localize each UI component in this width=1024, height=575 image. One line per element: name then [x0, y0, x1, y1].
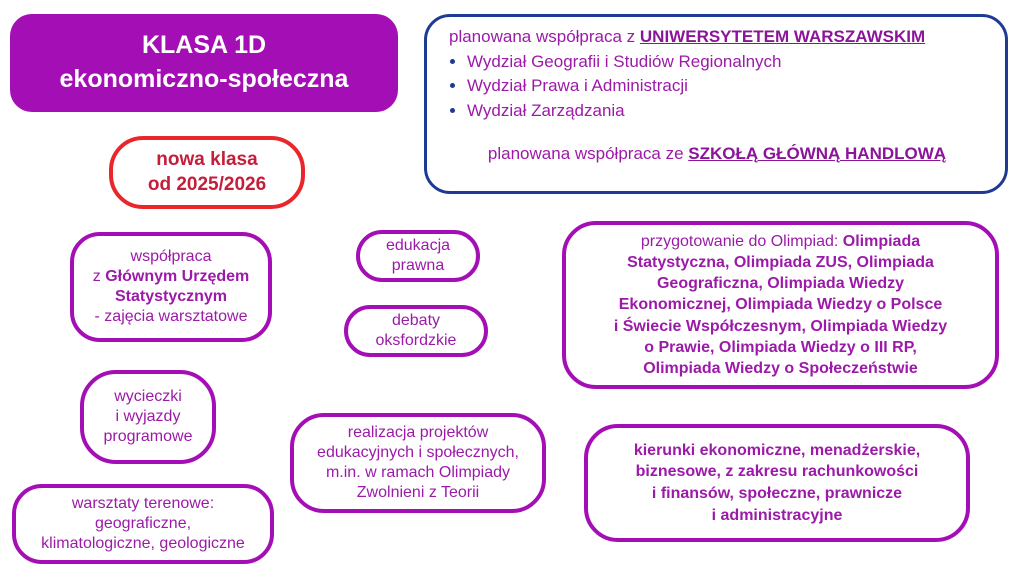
class-subtitle: ekonomiczno-społeczna	[59, 65, 349, 93]
warsz-line2: geograficzne,	[94, 515, 192, 532]
faculty-list	[449, 50, 985, 124]
warsz-line1: warsztaty terenowe:	[71, 495, 215, 512]
wyc-line2: i wyjazdy	[115, 408, 181, 425]
olimp-l7: Olimpiada Wiedzy o Społeczeństwie	[643, 359, 918, 377]
gus-line4: - zajęcia warsztatowe	[94, 308, 248, 325]
deb-line2: oksfordzkie	[375, 332, 457, 349]
new-class-line2: od 2025/2026	[147, 173, 267, 195]
uw-name: UNIWERSYTETEM WARSZAWSKIM	[639, 27, 926, 46]
gus-line2-pre: z	[92, 268, 106, 285]
olimp-l6: o Prawie, Olimpiada Wiedzy o III RP,	[644, 338, 917, 356]
projects-box	[290, 413, 546, 513]
sgh-name: SZKOŁĄ GŁÓWNĄ HANDLOWĄ	[688, 143, 947, 163]
faculty-item: • Wydział Prawa i Administracji	[467, 74, 985, 99]
olimp-l1: Olimpiada	[842, 233, 921, 251]
edu-line2: prawna	[391, 257, 445, 274]
kier-line3: i finansów, społeczne, prawnicze	[651, 485, 903, 502]
proj-line3: m.in. w ramach Olimpiady	[325, 464, 511, 481]
edu-line1: edukacja	[385, 237, 451, 254]
warsz-line3: klimatologiczne, geologiczne	[41, 535, 245, 552]
class-title: KLASA 1D	[141, 31, 267, 60]
olimp-l3: Geograficzna, Olimpiada Wiedzy	[656, 275, 905, 293]
uw-heading	[449, 25, 985, 50]
olimp-l5: i Świecie Współczesnym, Olimpiada Wiedzy	[613, 317, 948, 335]
new-class-line1: nowa klasa	[156, 148, 258, 170]
kier-line1: kierunki ekonomiczne, menadżerskie,	[633, 441, 921, 459]
sgh-intro: planowana współpraca ze	[487, 143, 689, 163]
gus-line2	[93, 267, 249, 287]
study-directions-box	[584, 424, 970, 542]
gus-line3: Statystycznym	[114, 288, 228, 305]
proj-line2: edukacyjnych i społecznych,	[317, 444, 519, 461]
olimp-line1	[641, 231, 920, 252]
uw-intro: planowana współpraca z	[449, 27, 640, 46]
proj-line4: Zwolnieni z Teorii	[356, 484, 480, 501]
wyc-line3: programowe	[103, 428, 193, 445]
kier-line2: biznesowe, z zakresu rachunkowości	[635, 463, 919, 481]
faculty-item: • Wydział Zarządzania	[467, 99, 985, 124]
class-title-box	[10, 14, 398, 112]
new-class-badge	[109, 136, 305, 209]
oxford-debates-box	[344, 305, 488, 357]
olimp-l2: Statystyczna, Olimpiada ZUS, Olimpiada	[627, 254, 934, 272]
trips-box	[80, 370, 216, 464]
faculty-item: • Wydział Geografii i Studiów Regionalnych	[467, 50, 985, 75]
gus-line2-bold: Głównym Urzędem	[105, 268, 250, 285]
legal-education-box	[356, 230, 480, 282]
wyc-line1: wycieczki	[114, 388, 182, 405]
gus-cooperation-box	[70, 232, 272, 342]
kier-line4: i administracyjne	[711, 506, 843, 524]
university-cooperation-box	[424, 14, 1008, 194]
proj-line1: realizacja projektów	[347, 424, 489, 441]
sgh-line	[449, 142, 985, 167]
olympiads-box	[562, 221, 999, 389]
field-workshops-box	[12, 484, 274, 564]
olimp-l4: Ekonomicznej, Olimpiada Wiedzy o Polsce	[618, 296, 943, 314]
gus-line1: współpraca	[130, 248, 212, 265]
olimp-intro: przygotowanie do Olimpiad:	[640, 233, 843, 251]
deb-line1: debaty	[391, 312, 441, 329]
